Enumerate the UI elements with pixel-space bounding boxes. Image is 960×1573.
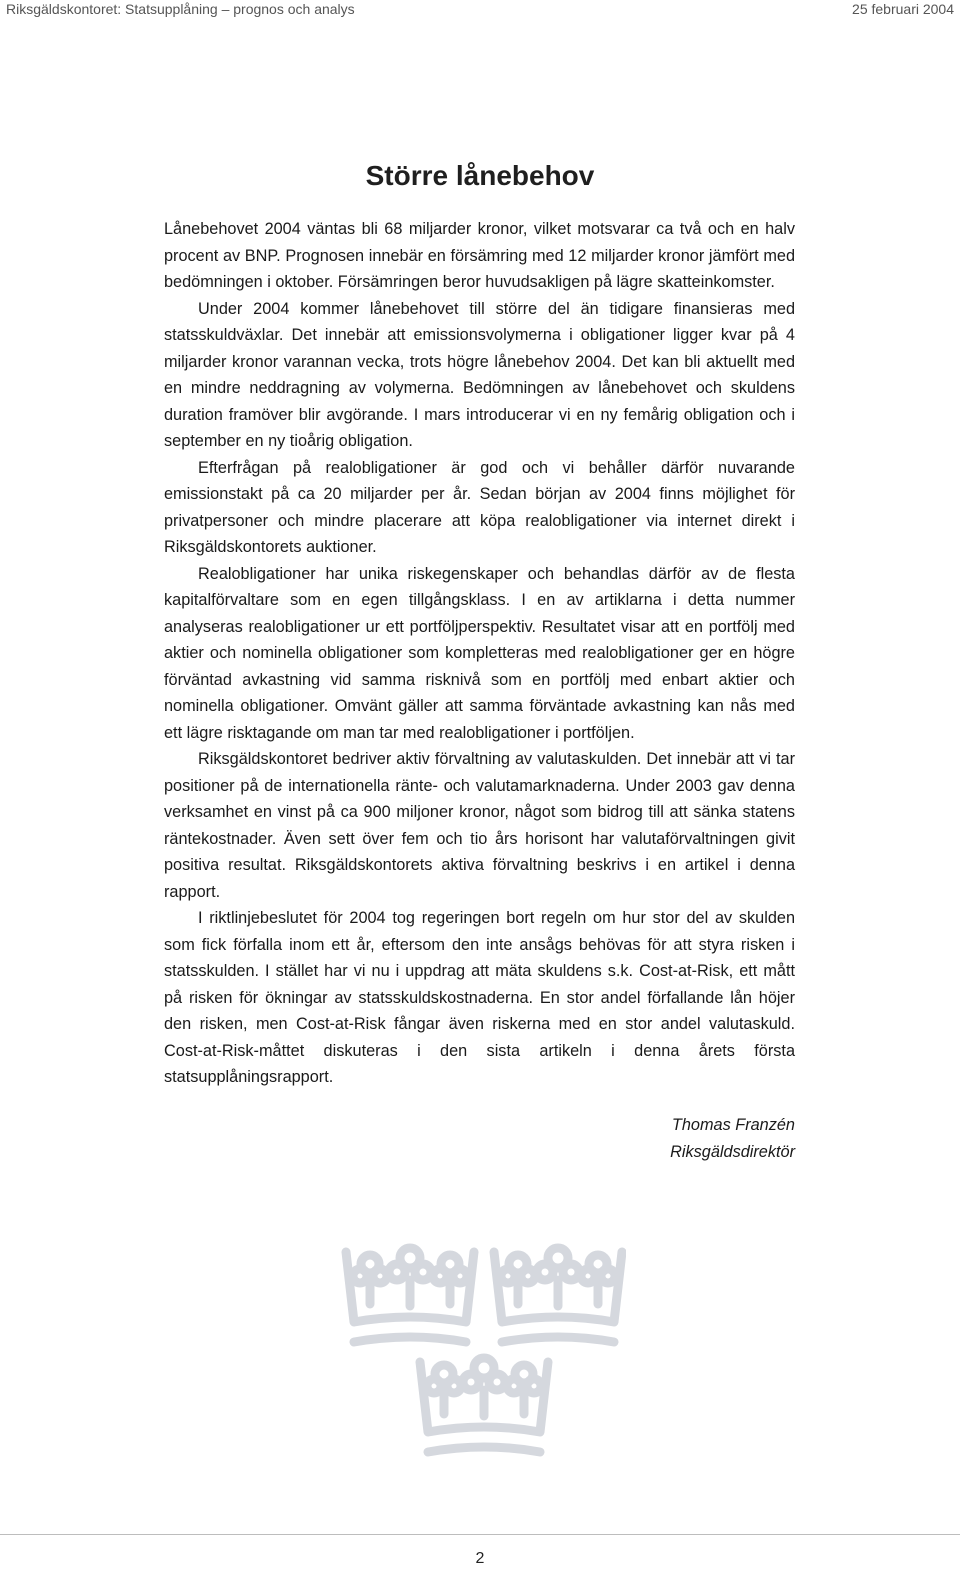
three-crowns-icon [336, 1238, 626, 1463]
footer-divider [0, 1534, 960, 1535]
crown-top-left [346, 1248, 474, 1342]
header-publication: Riksgäldskontoret: Statsupplåning – prognos och analys [6, 1, 355, 17]
signature-name: Thomas Franzén [671, 1116, 795, 1134]
page-title: Större lånebehov [365, 160, 595, 191]
crown-top-right [494, 1248, 622, 1342]
paragraph-4: Realobligationer har unika riskegenskaper och behandlas därför av de flesta kapitalförvaltare som en egen tillgångsklass. I en av artiklarna i detta nummer analyseras realobligationer ur ett portföljperspektiv. Resultatet visar att en portfölj med aktier och nominella obligationer som kompletteras med realobligationer ger en högre förväntad avkastning vid samma risknivå som en portfölj med enbart aktier och nominella obligationer. Omvänt gäller att samma förväntade avkastning kan nås med ett lägre risktagande om man tar med realobligationer i portföljen. [164, 564, 795, 742]
paragraph-1: Lånebehovet 2004 väntas bli 68 miljarder kronor, vilket motsvarar ca två och en halv procent av BNP. Prognosen innebär en försämring med 12 miljarder kronor jämfört med bedömningen i oktober. Försämringen beror huvudsakligen på lägre skatteinkomster. [164, 220, 795, 291]
paragraph-2: Under 2004 kommer lånebehovet till större del än tidigare finansieras med statsskuldväxlar. Det innebär att emissionsvolymerna i obligationer ligger kvar på 4 miljarder kronor varannan vecka, trots högre lånebehov 2004. Det kan bli aktuellt med en mindre neddragning av volymerna. Bedömningen av lånebehovet och skuldens duration framöver blir avgörande. I mars introducerar vi en ny femårig obligation och i september en ny tioårig obligation. [164, 299, 795, 450]
signature-title: Riksgäldsdirektör [670, 1143, 795, 1161]
page-number: 2 [475, 1550, 485, 1567]
running-header [0, 0, 960, 22]
signature-block [164, 1112, 795, 1166]
paragraph-5: Riksgäldskontoret bedriver aktiv förvaltning av valutaskulden. Det innebär att vi tar positioner på de internationella ränte- och valutamarknaderna. Under 2003 gav denna verksamhet en vinst på ca 900 miljoner kronor, något som bidrog till att sänka statens räntekostnader. Även sett över fem och tio års horisont har valutaförvaltningen givit positiva resultat. Riksgäldskontorets aktiva förvaltning beskrivs i en artikel i denna rapport. [164, 750, 795, 901]
crown-bottom [420, 1358, 548, 1452]
article-body [164, 216, 795, 1091]
paragraph-6: I riktlinjebeslutet för 2004 tog regeringen bort regeln om hur stor del av skulden som fick förfalla inom ett år, eftersom den inte ansågs behövas för att styra risken i statsskulden. I stället har vi nu i uppdrag att mäta skuldens s.k. Cost-at-Risk, ett mått på risken för ökningar av statsskuldskostnaderna. En stor andel förfallande lån höjer den risken, men Cost-at-Risk fångar även riskerna med en stor andel valutaskuld. Cost-at-Risk-måttet diskuteras i den sista artikeln i denna årets första statsupplåningsrapport. [164, 909, 795, 1086]
paragraph-3: Efterfrågan på realobligationer är god och vi behåller därför nuvarande emissionstakt på ca 20 miljarder per år. Sedan början av 2004 finns möjlighet för privatpersoner och mindre placerare att köpa realobligationer via internet direkt i Riksgäldskontorets auktioner. [164, 458, 795, 556]
header-date: 25 februari 2004 [852, 1, 954, 17]
